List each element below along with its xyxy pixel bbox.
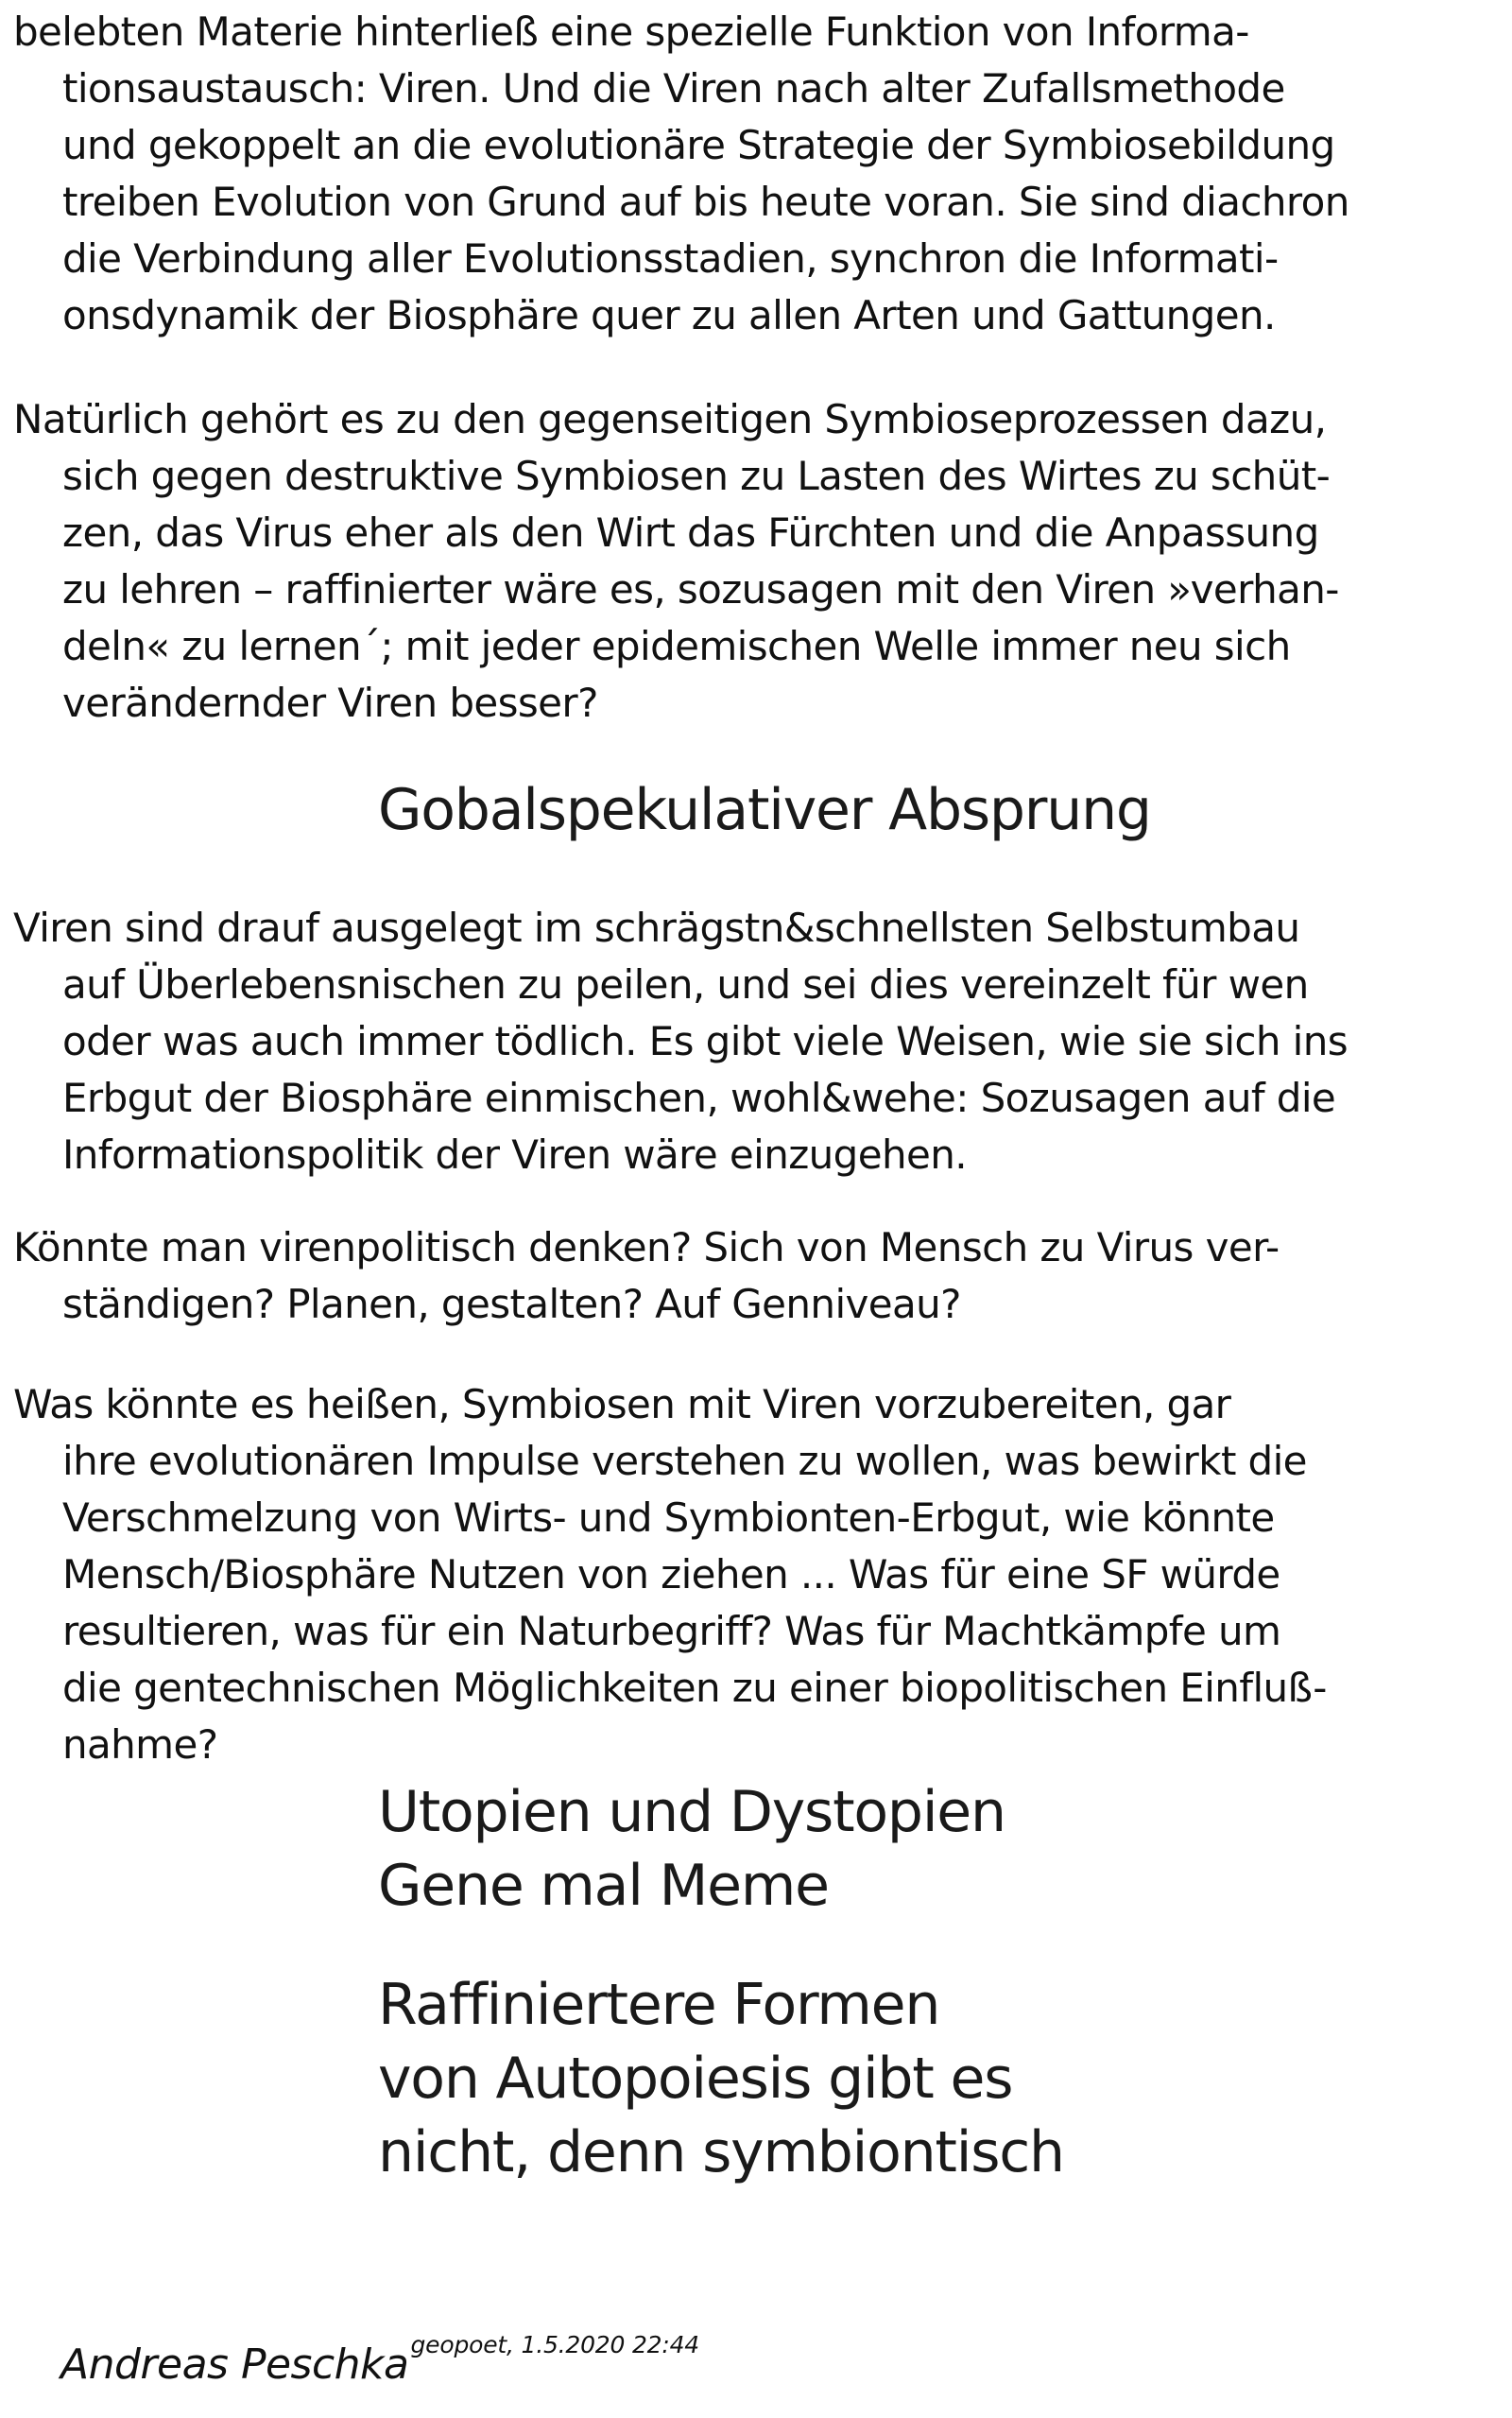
text-line: Erbgut der Biosphäre einmischen, wohl&wehe: Sozusagen auf die xyxy=(62,1075,1336,1121)
stanza-line: Utopien und Dystopien xyxy=(378,1779,1005,1845)
text-line: oder was auch immer tödlich. Es gibt viele Weisen, wie sie sich ins xyxy=(62,1018,1349,1064)
text-line: die gentechnischen Möglichkeiten zu einer biopolitischen Einfluß- xyxy=(62,1665,1327,1711)
paragraph-3 xyxy=(13,900,1487,1183)
text-line: deln« zu lernen´; mit jeder epidemischen Welle immer neu sich xyxy=(62,623,1291,669)
text-line: auf Überlebensnischen zu peilen, und sei dies vereinzelt für wen xyxy=(62,961,1309,1008)
text-line: nahme? xyxy=(62,1721,218,1768)
signature xyxy=(60,2331,700,2389)
text-line: Informationspolitik der Viren wäre einzugehen. xyxy=(62,1131,968,1178)
text-line: Könnte man virenpolitisch denken? Sich von Mensch zu Virus ver- xyxy=(13,1224,1280,1270)
stanza-line: nicht, denn symbiontisch xyxy=(378,2119,1064,2185)
text-line: Natürlich gehört es zu den gegenseitigen Symbioseprozessen dazu, xyxy=(13,396,1327,442)
text-line: Viren sind drauf ausgelegt im schrägstn&schnellsten Selbstumbau xyxy=(13,905,1300,951)
stanza-line: Raffiniertere Formen xyxy=(378,1972,940,2038)
text-line: verändernder Viren besser? xyxy=(62,680,598,726)
text-line: resultieren, was für ein Naturbegriff? Was für Machtkämpfe um xyxy=(62,1608,1281,1654)
paragraph-1 xyxy=(13,4,1487,344)
paragraph-2 xyxy=(13,391,1487,732)
text-line: sich gegen destruktive Symbiosen zu Lasten des Wirtes zu schüt- xyxy=(62,453,1331,499)
stanza-1 xyxy=(378,1775,1005,1923)
paragraph-4 xyxy=(13,1219,1487,1333)
section-heading: Gobalspekulativer Absprung xyxy=(378,777,1151,843)
text-line: ihre evolutionären Impulse verstehen zu wollen, was bewirkt die xyxy=(62,1438,1307,1484)
text-line: Mensch/Biosphäre Nutzen von ziehen ... Was für eine SF würde xyxy=(62,1551,1280,1598)
text-line: und gekoppelt an die evolutionäre Strategie der Symbiosebildung xyxy=(62,122,1335,168)
stanza-2 xyxy=(378,1968,1064,2189)
text-line: Was könnte es heißen, Symbiosen mit Viren vorzubereiten, gar xyxy=(13,1381,1231,1427)
text-line: ständigen? Planen, gestalten? Auf Genniveau? xyxy=(62,1281,961,1327)
signature-note: geopoet, 1.5.2020 22:44 xyxy=(410,2331,700,2358)
paragraph-5 xyxy=(13,1376,1487,1773)
text-line: tionsaustausch: Viren. Und die Viren nach alter Zufallsmethode xyxy=(62,65,1285,112)
stanza-line: Gene mal Meme xyxy=(378,1853,829,1919)
text-line: belebten Materie hinterließ eine spezielle Funktion von Informa- xyxy=(13,9,1249,55)
text-line: treiben Evolution von Grund auf bis heute voran. Sie sind diachron xyxy=(62,179,1349,225)
text-line: Verschmelzung von Wirts- und Symbionten-Erbgut, wie könnte xyxy=(62,1494,1275,1541)
text-line: zu lehren – raffinierter wäre es, sozusagen mit den Viren »verhan- xyxy=(62,566,1339,613)
text-line: die Verbindung aller Evolutionsstadien, synchron die Informati- xyxy=(62,235,1279,282)
text-line: zen, das Virus eher als den Wirt das Fürchten und die Anpassung xyxy=(62,510,1319,556)
text-line: onsdynamik der Biosphäre quer zu allen Arten und Gattungen. xyxy=(62,292,1276,338)
stanza-line: von Autopoiesis gibt es xyxy=(378,2046,1013,2112)
author-name: Andreas Peschka xyxy=(60,2340,409,2389)
